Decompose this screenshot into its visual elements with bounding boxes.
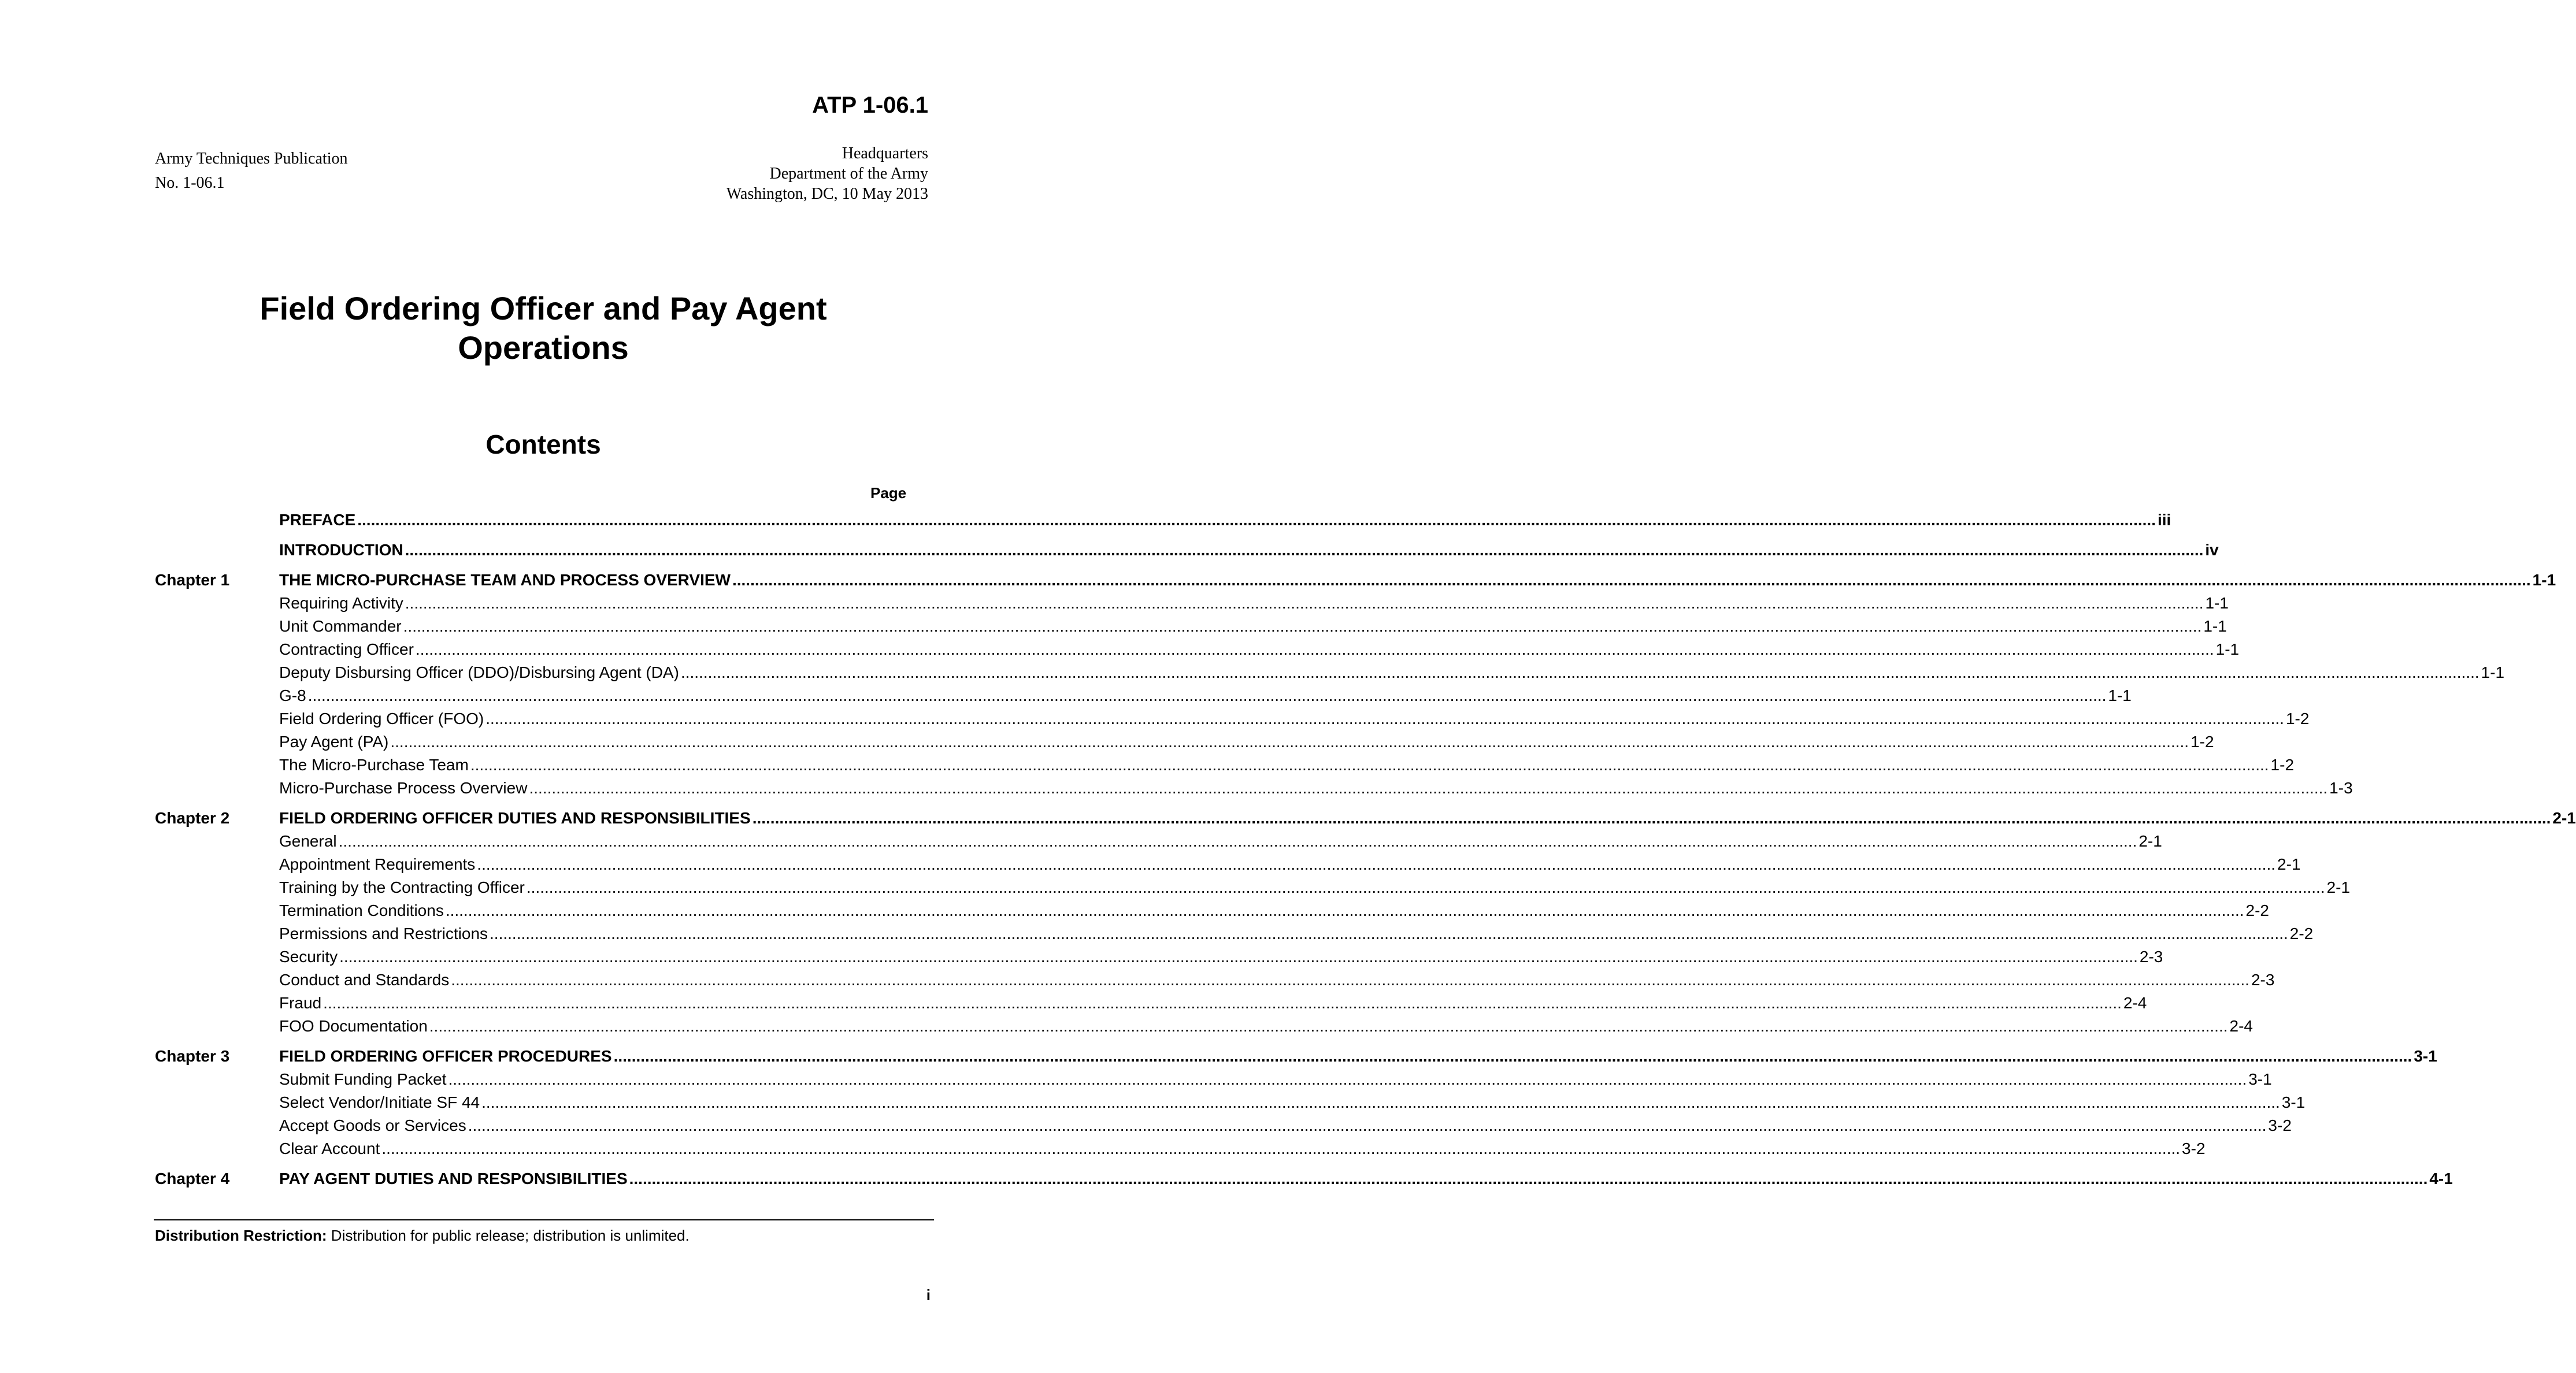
- toc-entry-title: Select Vendor/Initiate SF 44: [279, 1093, 480, 1111]
- dot-leader: ................................................................................................................................................................................................................................................................................................................................................................................................................: [357, 511, 2156, 529]
- publication-number: No. 1-06.1: [155, 174, 225, 192]
- place-date-line: Washington, DC, 10 May 2013: [726, 185, 928, 203]
- toc-entry-page: 1-2: [2270, 756, 2295, 774]
- toc-entry-title: Submit Funding Packet: [279, 1070, 447, 1088]
- toc-entry-page: iii: [2157, 511, 2171, 529]
- dot-leader: ................................................................................................................................................................................................................................................................................................................................................................................................................: [307, 686, 2107, 704]
- toc-entry[interactable]: [155, 509, 2171, 532]
- toc-entry[interactable]: [155, 615, 2227, 638]
- dot-leader: ................................................................................................................................................................................................................................................................................................................................................................................................................: [448, 1070, 2247, 1088]
- toc-entry-page: 2-1: [2326, 878, 2351, 896]
- toc-entry-page: 1-3: [2329, 779, 2353, 797]
- toc-chapter-label: Chapter 1: [155, 571, 230, 589]
- toc-chapter-label: Chapter 2: [155, 809, 230, 827]
- toc-entry[interactable]: [155, 569, 2556, 592]
- toc-entry-title: Unit Commander: [279, 617, 402, 635]
- toc-entry[interactable]: [155, 807, 2576, 830]
- dot-leader: ................................................................................................................................................................................................................................................................................................................................................................................................................: [477, 855, 2276, 873]
- toc-entry-page: 2-1: [2138, 832, 2162, 850]
- toc-chapter-label: Chapter 3: [155, 1047, 230, 1065]
- toc-entry[interactable]: [155, 1045, 2437, 1068]
- toc-entry[interactable]: [155, 1015, 2253, 1038]
- toc-entry-title: FOO Documentation: [279, 1017, 428, 1035]
- dot-leader: ................................................................................................................................................................................................................................................................................................................................................................................................................: [445, 901, 2244, 919]
- toc-chapter-label: Chapter 4: [155, 1170, 230, 1188]
- document-number: ATP 1-06.1: [812, 92, 928, 118]
- distribution-restriction: [155, 1226, 690, 1245]
- toc-entry-title: Requiring Activity: [279, 594, 403, 612]
- department-line: Department of the Army: [769, 165, 928, 183]
- toc-entry[interactable]: [155, 1137, 2206, 1160]
- toc-entry-title: Appointment Requirements: [279, 855, 476, 873]
- toc-entry[interactable]: [155, 992, 2147, 1015]
- toc-entry-title: The Micro-Purchase Team: [279, 756, 469, 774]
- dot-leader: ................................................................................................................................................................................................................................................................................................................................................................................................................: [526, 878, 2325, 896]
- toc-entry-page: 1-1: [2481, 663, 2505, 681]
- publication-identifier: [155, 147, 347, 195]
- toc-entry-page: 3-1: [2414, 1047, 2437, 1065]
- toc-entry[interactable]: [155, 876, 2351, 899]
- toc-entry-page: 1-1: [2203, 617, 2227, 635]
- dot-leader: ................................................................................................................................................................................................................................................................................................................................................................................................................: [381, 1140, 2181, 1157]
- toc-entry-page: 1-1: [2532, 571, 2556, 589]
- toc-entry-title: Contracting Officer: [279, 640, 414, 658]
- page-column-label: Page: [870, 484, 907, 502]
- toc-entry[interactable]: [155, 592, 2229, 615]
- toc-entry-page: 2-4: [2229, 1017, 2253, 1035]
- document-title: [0, 289, 1087, 368]
- dot-leader: ................................................................................................................................................................................................................................................................................................................................................................................................................: [613, 1047, 2412, 1065]
- toc-entry-title: PAY AGENT DUTIES AND RESPONSIBILITIES: [279, 1170, 628, 1188]
- dot-leader: ................................................................................................................................................................................................................................................................................................................................................................................................................: [481, 1093, 2280, 1111]
- dot-leader: ................................................................................................................................................................................................................................................................................................................................................................................................................: [629, 1170, 2428, 1188]
- toc-entry-title: INTRODUCTION: [279, 541, 403, 559]
- toc-entry[interactable]: [155, 1068, 2272, 1091]
- toc-entry-page: 1-1: [2215, 640, 2240, 658]
- dot-leader: ................................................................................................................................................................................................................................................................................................................................................................................................................: [405, 541, 2204, 559]
- dot-leader: ................................................................................................................................................................................................................................................................................................................................................................................................................: [403, 617, 2202, 635]
- toc-entry-title: FIELD ORDERING OFFICER DUTIES AND RESPONSIBILITIES: [279, 809, 751, 827]
- toc-entry-page: 4-1: [2429, 1170, 2453, 1188]
- toc-entry[interactable]: [155, 638, 2240, 661]
- dot-leader: ................................................................................................................................................................................................................................................................................................................................................................................................................: [680, 663, 2479, 681]
- toc-entry[interactable]: [155, 684, 2132, 707]
- dot-leader: ................................................................................................................................................................................................................................................................................................................................................................................................................: [470, 756, 2269, 774]
- toc-entry-title: Training by the Contracting Officer: [279, 878, 525, 896]
- toc-entry-title: Permissions and Restrictions: [279, 925, 488, 942]
- toc-entry[interactable]: [155, 1091, 2306, 1114]
- toc-entry-page: iv: [2205, 541, 2219, 559]
- toc-entry-page: 2-1: [2277, 855, 2301, 873]
- toc-entry[interactable]: [155, 853, 2301, 876]
- dot-leader: ................................................................................................................................................................................................................................................................................................................................................................................................................: [485, 710, 2284, 728]
- toc-entry-title: Fraud: [279, 994, 322, 1012]
- toc-entry[interactable]: [155, 707, 2310, 730]
- toc-entry-page: 3-1: [2248, 1070, 2272, 1088]
- toc-entry-title: Micro-Purchase Process Overview: [279, 779, 528, 797]
- toc-entry-title: General: [279, 832, 337, 850]
- toc-entry-page: 2-4: [2123, 994, 2147, 1012]
- dot-leader: ................................................................................................................................................................................................................................................................................................................................................................................................................: [732, 571, 2531, 589]
- toc-entry[interactable]: [155, 922, 2314, 945]
- dot-leader: ................................................................................................................................................................................................................................................................................................................................................................................................................: [323, 994, 2122, 1012]
- issuing-authority: [727, 143, 928, 204]
- toc-entry[interactable]: [155, 754, 2295, 777]
- dot-leader: ................................................................................................................................................................................................................................................................................................................................................................................................................: [490, 925, 2288, 942]
- toc-entry-title: Deputy Disbursing Officer (DDO)/Disbursing Agent (DA): [279, 663, 679, 681]
- toc-entry-title: PREFACE: [279, 511, 356, 529]
- dot-leader: ................................................................................................................................................................................................................................................................................................................................................................................................................: [339, 948, 2138, 966]
- toc-entry[interactable]: [155, 945, 2163, 968]
- toc-entry[interactable]: [155, 830, 2162, 853]
- toc-entry[interactable]: [155, 1114, 2292, 1137]
- toc-entry-title: Clear Account: [279, 1140, 380, 1157]
- dot-leader: ................................................................................................................................................................................................................................................................................................................................................................................................................: [429, 1017, 2228, 1035]
- toc-entry-page: 2-1: [2552, 809, 2576, 827]
- toc-entry-title: Pay Agent (PA): [279, 733, 389, 751]
- dot-leader: ................................................................................................................................................................................................................................................................................................................................................................................................................: [468, 1116, 2267, 1134]
- toc-entry[interactable]: [155, 777, 2353, 800]
- toc-entry-page: 3-2: [2182, 1140, 2206, 1157]
- toc-entry-page: 2-3: [2251, 971, 2275, 989]
- dot-leader: ................................................................................................................................................................................................................................................................................................................................................................................................................: [390, 733, 2189, 751]
- toc-entry[interactable]: [155, 661, 2505, 684]
- toc-entry-title: THE MICRO-PURCHASE TEAM AND PROCESS OVERVIEW: [279, 571, 731, 589]
- toc-entry-page: 1-1: [2108, 686, 2132, 704]
- toc-entry-page: 2-3: [2139, 948, 2163, 966]
- toc-entry[interactable]: [155, 1167, 2453, 1190]
- title-line: Operations: [458, 329, 629, 366]
- footer-divider: [154, 1219, 934, 1220]
- toc-entry[interactable]: [155, 968, 2275, 992]
- toc-entry-page: 1-2: [2190, 733, 2214, 751]
- toc-entry-page: 2-2: [2289, 925, 2314, 942]
- page-number: i: [926, 1286, 931, 1304]
- toc-entry-page: 3-2: [2268, 1116, 2292, 1134]
- toc-entry-title: Accept Goods or Services: [279, 1116, 466, 1134]
- toc-entry-page: 3-1: [2281, 1093, 2306, 1111]
- contents-heading: Contents: [485, 429, 601, 459]
- toc-entry[interactable]: [155, 899, 2269, 922]
- dot-leader: ................................................................................................................................................................................................................................................................................................................................................................................................................: [415, 640, 2214, 658]
- toc-entry-page: 1-2: [2285, 710, 2310, 728]
- toc-entry-page: 1-1: [2205, 594, 2229, 612]
- dot-leader: ................................................................................................................................................................................................................................................................................................................................................................................................................: [529, 779, 2328, 797]
- distribution-text: Distribution for public release; distribution is unlimited.: [327, 1227, 690, 1244]
- dot-leader: ................................................................................................................................................................................................................................................................................................................................................................................................................: [451, 971, 2249, 989]
- toc-entry-title: Conduct and Standards: [279, 971, 450, 989]
- headquarters-line: Headquarters: [842, 144, 928, 162]
- toc-entry-title: Field Ordering Officer (FOO): [279, 710, 484, 728]
- dot-leader: ................................................................................................................................................................................................................................................................................................................................................................................................................: [405, 594, 2204, 612]
- table-of-contents: [155, 509, 2576, 1190]
- dot-leader: ................................................................................................................................................................................................................................................................................................................................................................................................................: [338, 832, 2137, 850]
- publication-type: Army Techniques Publication: [155, 150, 348, 168]
- toc-entry-title: Security: [279, 948, 338, 966]
- title-line: Field Ordering Officer and Pay Agent: [260, 290, 827, 326]
- dot-leader: ................................................................................................................................................................................................................................................................................................................................................................................................................: [752, 809, 2551, 827]
- toc-entry-title: Termination Conditions: [279, 901, 444, 919]
- toc-entry[interactable]: [155, 539, 2219, 562]
- toc-entry[interactable]: [155, 730, 2214, 754]
- toc-entry-title: G-8: [279, 686, 306, 704]
- toc-entry-page: 2-2: [2245, 901, 2269, 919]
- toc-entry-title: FIELD ORDERING OFFICER PROCEDURES: [279, 1047, 612, 1065]
- distribution-label: Distribution Restriction:: [155, 1227, 327, 1244]
